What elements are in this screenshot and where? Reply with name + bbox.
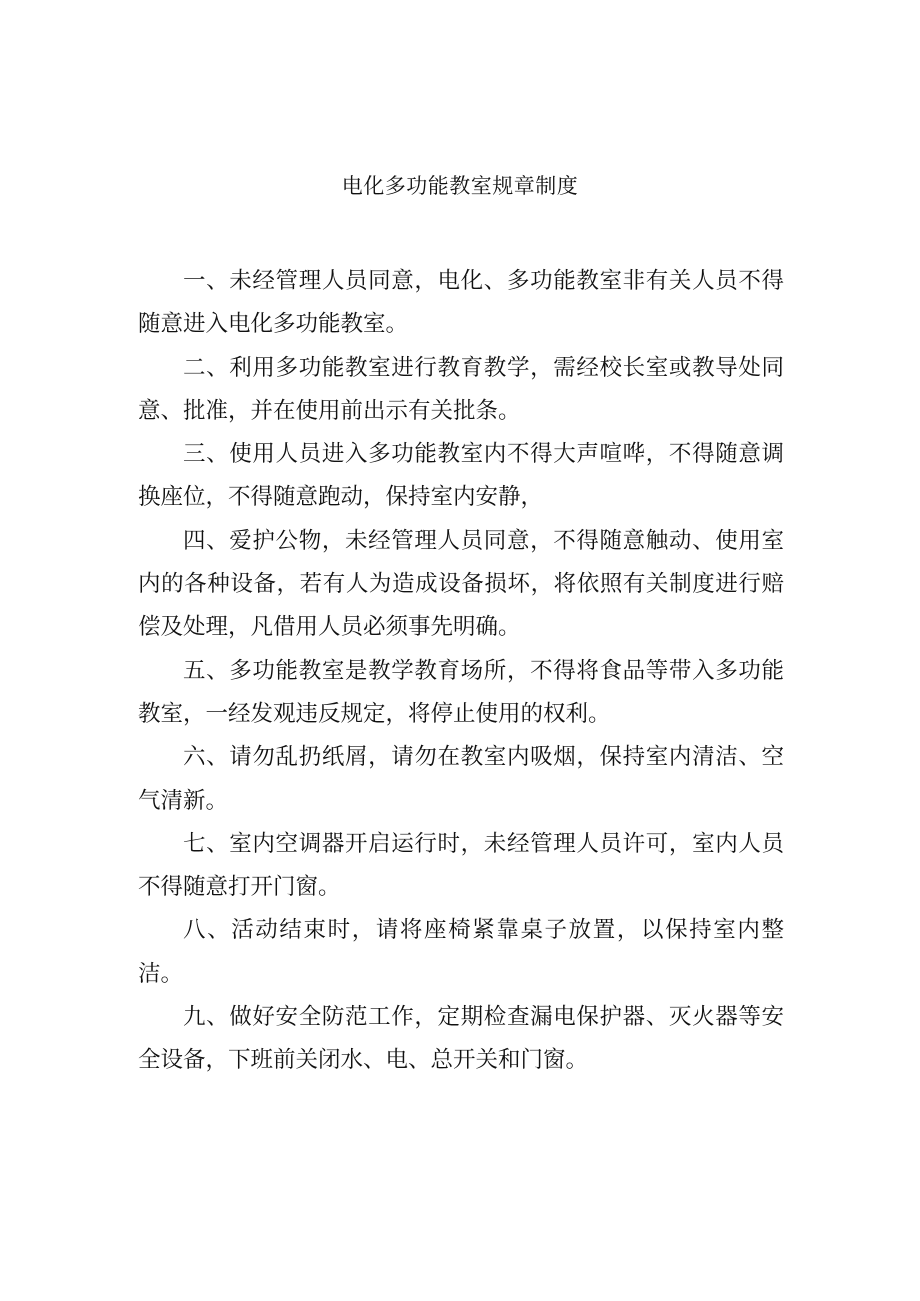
document-body: [138, 260, 784, 1083]
rule-paragraph-6: 六、请勿乱扔纸屑，请勿在教室内吸烟，保持室内清洁、空气清新。: [138, 744, 784, 814]
document-title: 电化多功能教室规章制度: [341, 174, 579, 198]
rule-paragraph-4: 四、爱护公物，未经管理人员同意，不得随意触动、使用室内的各种设备，若有人为造成设备损坏，将依照有关制度进行赔偿及处理，凡借用人员必须事先明确。: [138, 527, 784, 641]
rule-paragraph-7: 七、室内空调器开启运行时，未经管理人员许可，室内人员不得随意打开门窗。: [138, 830, 784, 901]
rule-paragraph-8: 八、活动结束时，请将座椅紧靠桌子放置，以保持室内整洁。: [138, 917, 784, 987]
rule-paragraph-3: 三、使用人员进入多功能教室内不得大声喧哗，不得随意调换座位，不得随意跑动，保持室内安静，: [138, 441, 784, 511]
rule-paragraph-2: 二、利用多功能教室进行教育教学，需经校长室或教导处同意、批准，并在使用前出示有关批条。: [138, 354, 784, 424]
rule-paragraph-9: 九、做好安全防范工作，定期检查漏电保护器、灭火器等安全设备，下班前关闭水、电、总开关和门窗。: [138, 1004, 784, 1074]
rule-paragraph-5: 五、多功能教室是教学教育场所，不得将食品等带入多功能教室，一经发观违反规定，将停止使用的权利。: [138, 657, 784, 727]
rule-paragraph-1: 一、未经管理人员同意，电化、多功能教室非有关人员不得随意进入电化多功能教室。: [138, 268, 784, 338]
